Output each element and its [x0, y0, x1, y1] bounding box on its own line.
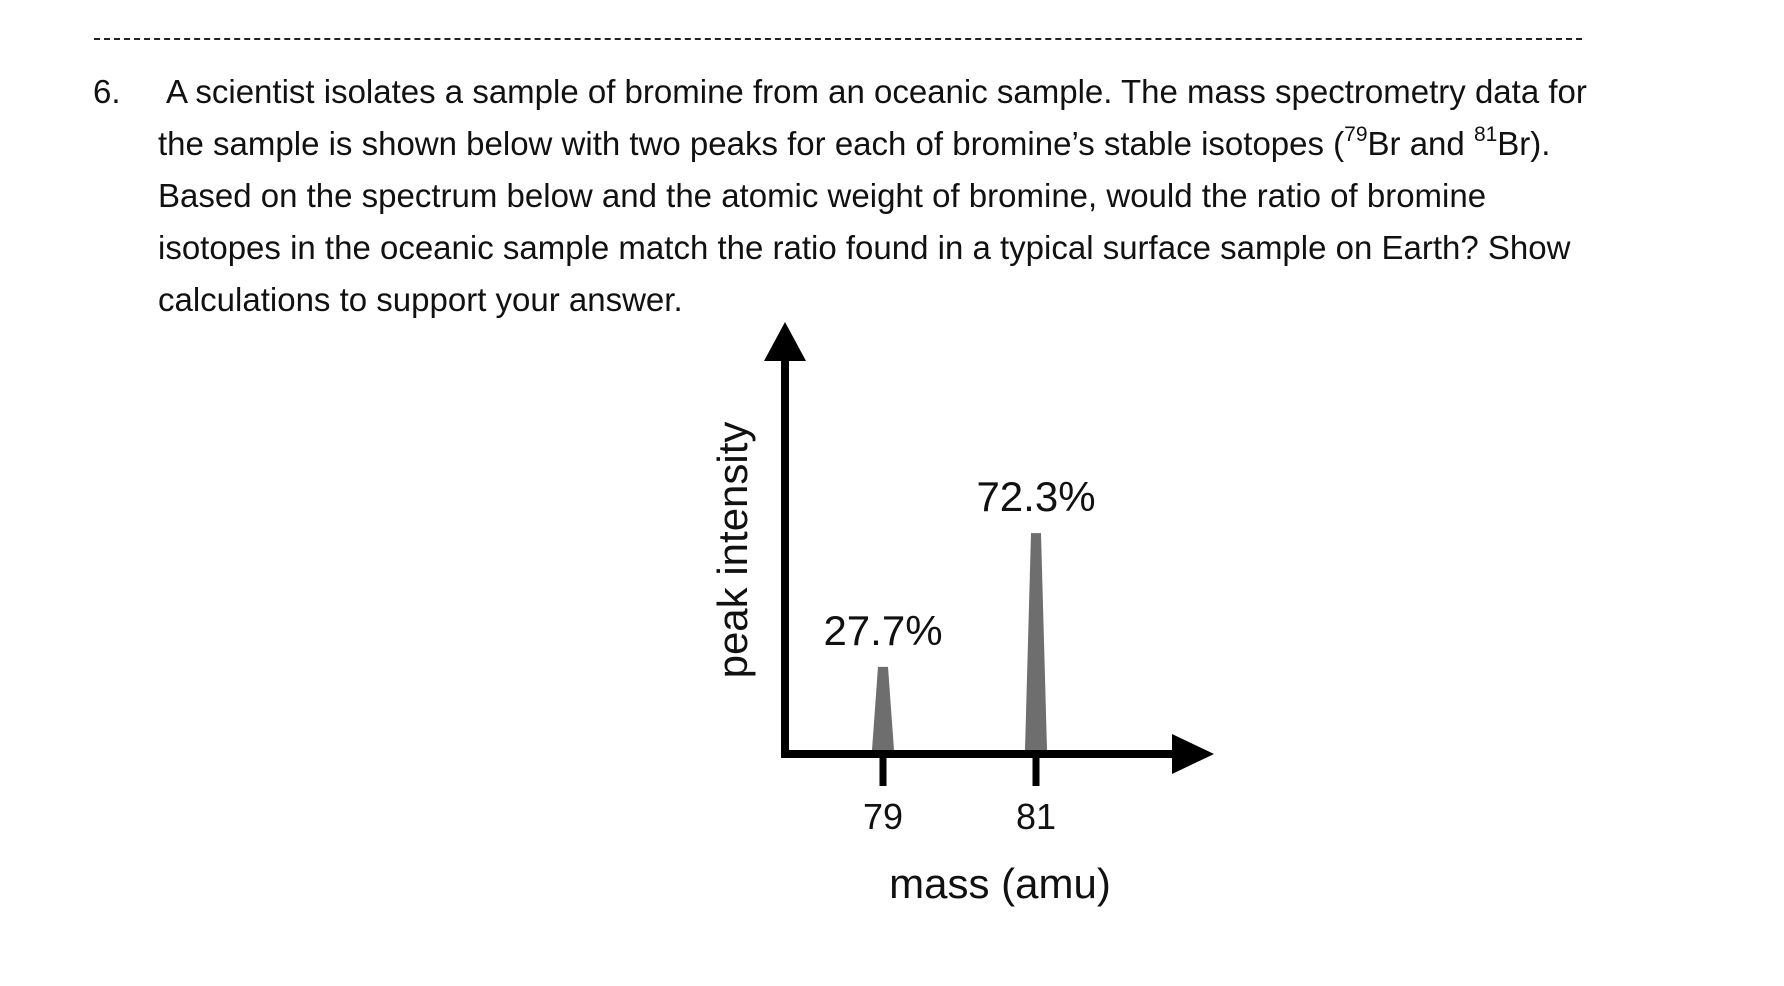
x-axis-label: mass (amu)	[889, 860, 1111, 907]
data-label-79: 27.7%	[823, 606, 943, 654]
data-label-81: 72.3%	[976, 473, 1096, 521]
question-line-5: calculations to support your answer.	[158, 281, 683, 318]
y-axis-label: peak intensity	[709, 421, 756, 679]
isotope-81-superscript: 81	[1473, 123, 1498, 146]
x-tick-label-79: 79	[862, 796, 904, 837]
ticks-group	[863, 750, 1056, 837]
question-line-4: isotopes in the oceanic sample match the ratio found in a typical surface sample on Earth? Show	[158, 229, 1571, 266]
data-labels-group	[823, 473, 1095, 654]
peak-79	[872, 667, 894, 750]
x-tick-label-81: 81	[1015, 796, 1057, 837]
peak-81	[1025, 533, 1047, 750]
x-axis-arrowhead	[1172, 734, 1214, 774]
question-line-1: A scientist isolates a sample of bromine from an oceanic sample. The mass spectrometry data for	[166, 73, 1587, 110]
question-line-2-start: the sample is shown below with two peaks for each of bromine’s stable isotopes (	[158, 125, 1345, 162]
isotope-79-superscript: 79	[1344, 123, 1368, 146]
question-number: 6.	[93, 73, 121, 110]
chart-axes	[764, 322, 1214, 774]
question-line-2-middle: Br and	[1367, 125, 1474, 162]
question-line-2-end: Br).	[1497, 125, 1551, 162]
y-axis-arrowhead	[764, 322, 806, 361]
question-line-3: Based on the spectrum below and the atomic weight of bromine, would the ratio of bromine	[158, 177, 1487, 214]
